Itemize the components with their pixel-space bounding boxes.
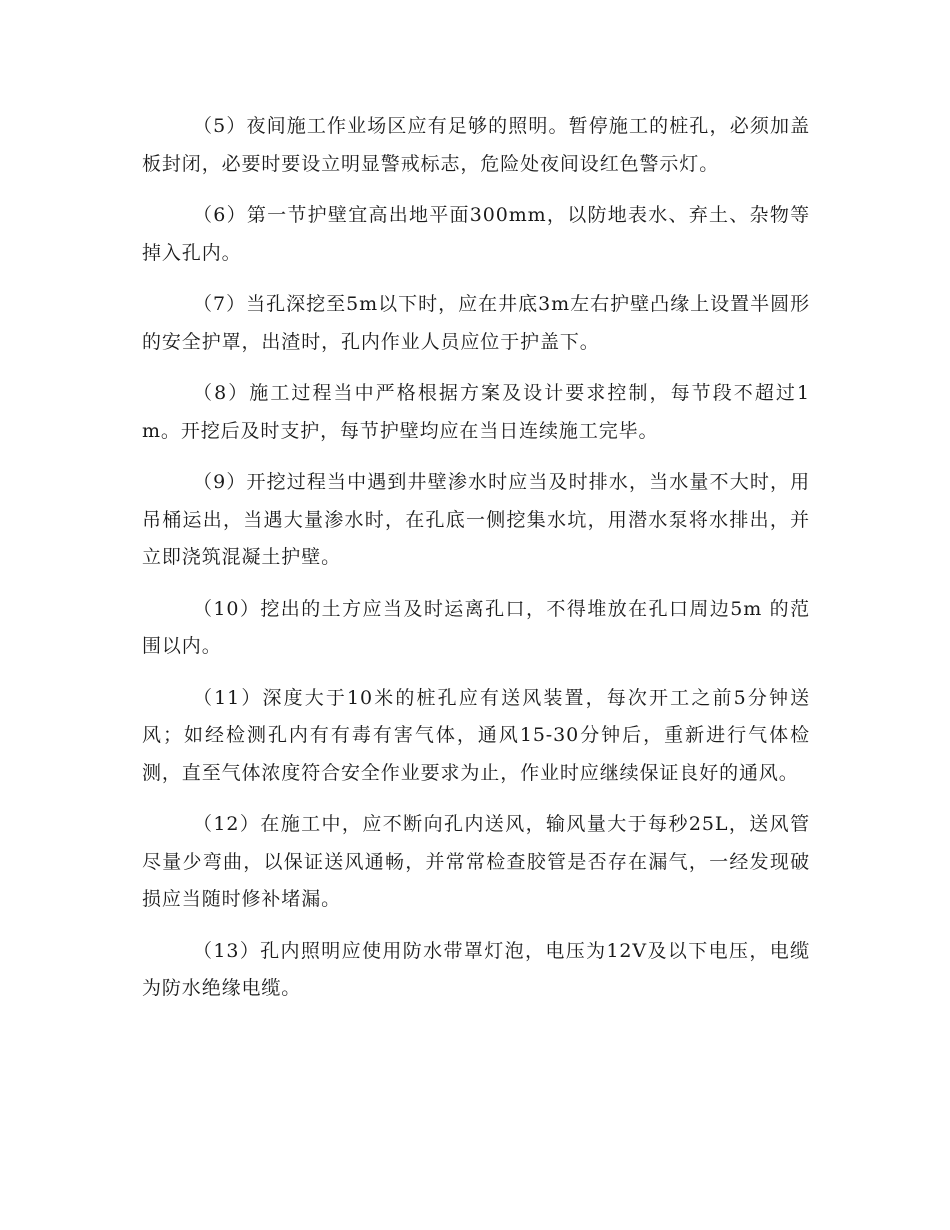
paragraph-item-6: （6）第一节护壁宜高出地平面300mm，以防地表水、弃土、杂物等掉入孔内。 (142, 204, 810, 264)
paragraph-item-8: （8）施工过程当中严格根据方案及设计要求控制，每节段不超过1m。开挖后及时支护，每节护壁均应在当日连续施工完毕。 (142, 382, 810, 442)
paragraph-item-12: （12）在施工中，应不断向孔内送风，输风量大于每秒25L，送风管尽量少弯曲，以保证送风通畅，并常常检查胶管是否存在漏气，一经发现破损应当随时修补堵漏。 (142, 813, 810, 910)
paragraph-item-10: （10）挖出的土方应当及时运离孔口，不得堆放在孔口周边5m 的范围以内。 (142, 597, 810, 657)
paragraph-item-11: （11）深度大于10米的桩孔应有送风装置，每次开工之前5分钟送风；如经检测孔内有有毒有害气体，通风15-30分钟后，重新进行气体检测，直至气体浓度符合安全作业要求为止，作业时应继续保证良好的通风。 (142, 686, 810, 784)
paragraph-item-9: （9）开挖过程当中遇到井壁渗水时应当及时排水，当水量不大时，用吊桶运出，当遇大量渗水时，在孔底一侧挖集水坑，用潜水泵将水排出，并立即浇筑混凝土护壁。 (142, 471, 810, 568)
paragraph-item-7: （7）当孔深挖至5m以下时，应在井底3m左右护壁凸缘上设置半圆形的安全护罩，出渣时，孔内作业人员应位于护盖下。 (142, 293, 810, 353)
document-body (142, 108, 810, 1022)
paragraph-item-13: （13）孔内照明应使用防水带罩灯泡，电压为12V及以下电压，电缆为防水绝缘电缆。 (142, 939, 810, 999)
paragraph-item-5: （5）夜间施工作业场区应有足够的照明。暂停施工的桩孔，必须加盖板封闭，必要时要设立明显警戒标志，危险处夜间设红色警示灯。 (142, 115, 810, 175)
